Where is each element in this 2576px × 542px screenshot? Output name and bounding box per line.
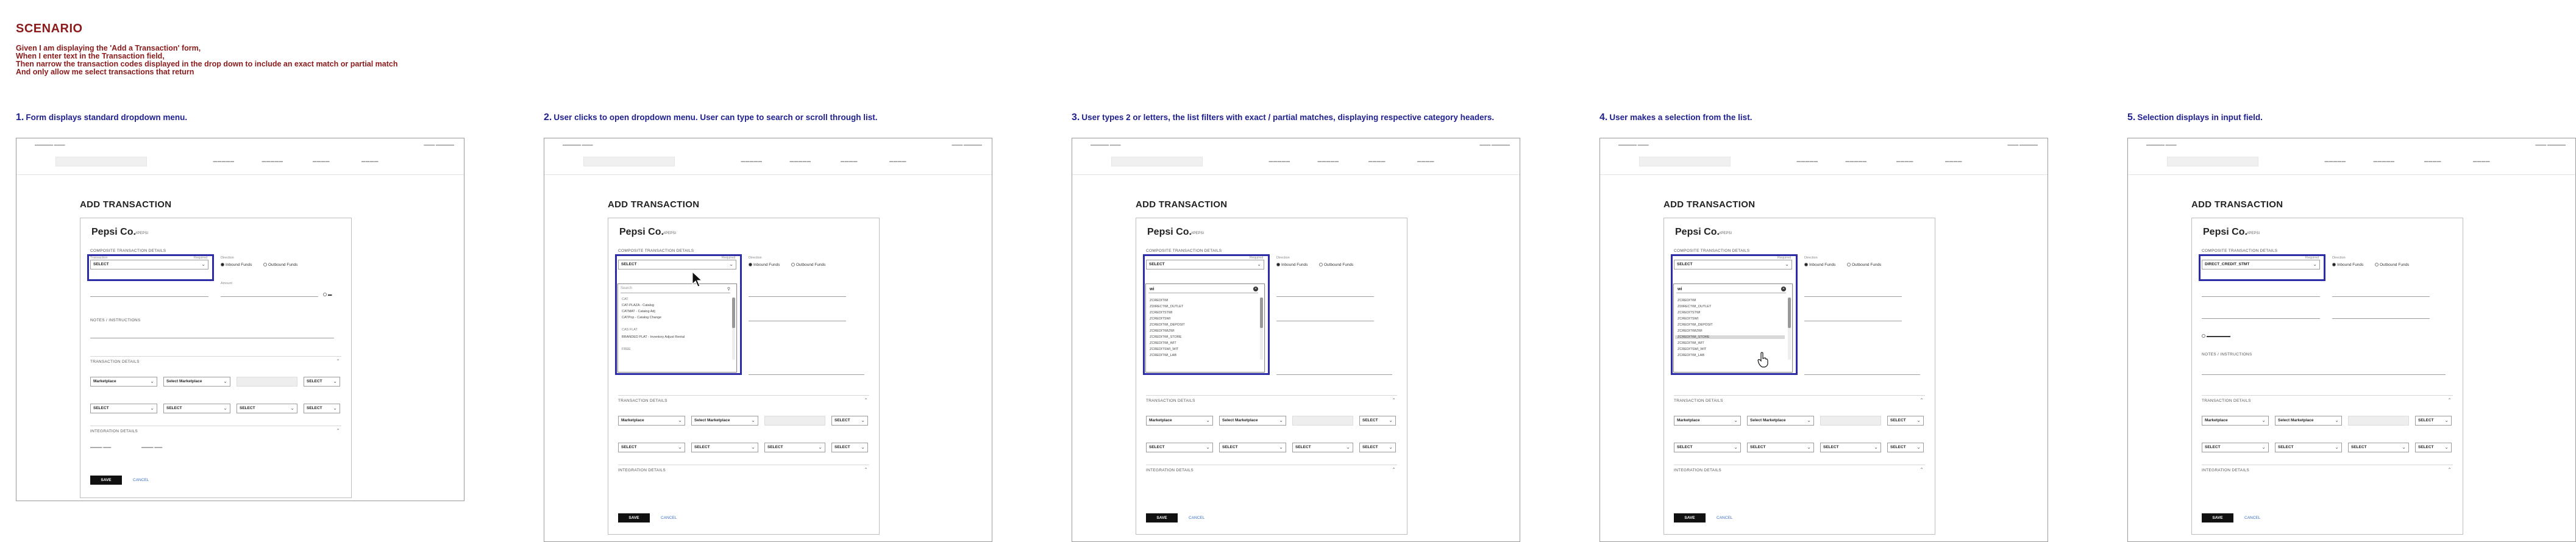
amount-input[interactable] bbox=[221, 296, 318, 297]
dropdown-option[interactable]: ZCREDITWI_DEPOSIT bbox=[1150, 323, 1185, 327]
chevron-up-icon[interactable]: ⌃ bbox=[336, 428, 340, 433]
page-title: ADD TRANSACTION bbox=[80, 199, 172, 210]
other-radio[interactable]: ▬ bbox=[323, 293, 332, 297]
section-label: INTEGRATION DETAILS bbox=[90, 429, 138, 433]
checkbox[interactable]: ▬▬▬▬▬▬ bbox=[2202, 334, 2230, 338]
text-input[interactable] bbox=[90, 296, 208, 297]
save-button[interactable]: SAVE bbox=[618, 513, 650, 522]
step-4 bbox=[1599, 112, 2051, 520]
category-header: FREE bbox=[622, 348, 631, 351]
step-title: 1. Form displays standard dropdown menu. bbox=[16, 112, 188, 123]
brand-logo: ▬▬▬▬▬ ▬▬▬ bbox=[35, 143, 65, 147]
company-name: Pepsi Co. bbox=[91, 227, 136, 237]
form-mockup bbox=[544, 138, 992, 542]
scenario-block bbox=[16, 22, 564, 76]
dropdown-search[interactable]: wi ✕ bbox=[1148, 287, 1258, 293]
step-2 bbox=[544, 112, 995, 520]
dropdown-option[interactable]: CATPop - Catalog Change bbox=[622, 316, 662, 319]
chevron-up-icon[interactable]: ⌃ bbox=[336, 358, 340, 364]
dropdown-option-selected[interactable]: ZCREDITWI_STORE bbox=[1675, 335, 1785, 339]
category-header: CAT bbox=[622, 298, 628, 301]
company-code: #PEPSI bbox=[663, 232, 677, 235]
chevron-up-icon[interactable]: ⌃ bbox=[2447, 467, 2452, 472]
cancel-link[interactable]: CANCEL bbox=[133, 478, 149, 482]
form-mockup bbox=[1599, 138, 2048, 542]
dropdown-option[interactable]: ZCREDITWIZWI bbox=[1150, 329, 1175, 333]
nav-item[interactable]: ▬▬▬▬▬ bbox=[213, 159, 235, 163]
nav-item[interactable]: ▬▬▬▬▬ bbox=[262, 159, 283, 163]
transaction-select[interactable]: SELECT ⌄ bbox=[1146, 260, 1264, 269]
save-button[interactable]: SAVE bbox=[1146, 513, 1178, 522]
search-input[interactable] bbox=[55, 157, 147, 166]
dropdown-option[interactable]: ZCREDITSWI bbox=[1150, 317, 1171, 321]
disabled-field bbox=[237, 377, 297, 387]
marketplace-select[interactable]: Marketplace ⌄ bbox=[90, 377, 157, 387]
dropdown-option[interactable]: ZCREDITSWI bbox=[1678, 317, 1699, 321]
form-mockup bbox=[16, 138, 464, 501]
cancel-link[interactable]: CANCEL bbox=[661, 516, 677, 520]
transaction-card: Pepsi Co. #PEPSI COMPOSITE TRANSACTION DETAILS Required SELECT ⌄ Direction Inbound Funds Outbound Funds TRANSACTION DETAILS ⌃ Marketplace ⌄ Select Marketplace ⌄ SELECT ⌄ SELECT ⌄ SELECT ⌄ SELECT ⌄ SELECT ⌄ INTEGRATION DETAILS ⌃ SAVE CANCEL bbox=[608, 218, 880, 535]
top-bar bbox=[16, 138, 464, 175]
chevron-up-icon[interactable]: ⌃ bbox=[1920, 398, 1924, 403]
dropdown-option[interactable]: ZCREDITWI bbox=[1678, 299, 1696, 302]
cancel-link[interactable]: CANCEL bbox=[1717, 516, 1733, 520]
dropdown-option[interactable]: ZCREDITWI_LAB bbox=[1678, 354, 1705, 357]
clear-icon[interactable]: ✕ bbox=[1254, 287, 1258, 291]
cancel-link[interactable]: CANCEL bbox=[1189, 516, 1205, 520]
step-title: 2. User clicks to open dropdown menu. User can type to search or scroll through list. bbox=[544, 112, 878, 123]
transaction-select[interactable]: DIRECT_CREDIT_STMT ⌄ bbox=[2202, 260, 2320, 269]
dropdown-option[interactable]: ZCREDITWI_WIT bbox=[1678, 341, 1704, 345]
scenario-title: SCENARIO bbox=[16, 22, 83, 35]
top-bar: ▬▬▬▬▬ ▬▬▬ ▬▬▬ ▬▬▬▬▬ ▬▬▬▬▬ ▬▬▬▬▬ ▬▬▬▬ ▬▬▬▬ bbox=[2128, 138, 2575, 175]
page-title: ADD TRANSACTION bbox=[1136, 199, 1228, 210]
save-button[interactable]: SAVE bbox=[2202, 513, 2233, 522]
top-bar: ▬▬▬▬▬ ▬▬▬ ▬▬▬ ▬▬▬▬▬ ▬▬▬▬▬ ▬▬▬▬▬ ▬▬▬▬ ▬▬▬▬ bbox=[1600, 138, 2048, 175]
clear-icon[interactable]: ✕ bbox=[1782, 287, 1785, 291]
select-field[interactable]: SELECT ⌄ bbox=[90, 404, 157, 413]
chevron-up-icon[interactable]: ⌃ bbox=[864, 467, 868, 472]
page-title: ADD TRANSACTION bbox=[1663, 199, 1756, 210]
section-label: COMPOSITE TRANSACTION DETAILS bbox=[90, 249, 166, 253]
transaction-card: Pepsi Co. #PEPSI COMPOSITE TRANSACTION DETAILS Required SELECT ⌄ Direction Inbound Funds Outbound Funds TRANSACTION DETAILS ⌃ Marketplace ⌄ Select Marketplace ⌄ SELECT ⌄ SELECT ⌄ SELECT ⌄ SELECT ⌄ SELECT ⌄ INTEGRATION DETAILS ⌃ SAVE CANCEL bbox=[1136, 218, 1407, 535]
chevron-up-icon[interactable]: ⌃ bbox=[864, 398, 868, 403]
step-title: 5. Selection displays in input field. bbox=[2127, 112, 2263, 123]
search-input[interactable] bbox=[2167, 157, 2258, 166]
field-label: Amount bbox=[221, 282, 232, 285]
section-label: TRANSACTION DETAILS bbox=[90, 360, 140, 364]
transaction-select[interactable]: SELECT ⌄ bbox=[90, 260, 208, 269]
step-title: 3. User types 2 or letters, the list filters with exact / partial matches, displaying respective category headers. bbox=[1072, 112, 1495, 123]
cancel-link[interactable]: CANCEL bbox=[2244, 516, 2261, 520]
save-button[interactable]: SAVE bbox=[1674, 513, 1706, 522]
page-title: ADD TRANSACTION bbox=[608, 199, 700, 210]
search-icon: ⚲ bbox=[727, 287, 730, 291]
chevron-down-icon: ⌄ bbox=[201, 262, 205, 267]
dropdown-option[interactable]: ZCREDITSWI_WIT bbox=[1150, 348, 1179, 351]
dropdown-option[interactable]: ZCREDITWIZWI bbox=[1678, 329, 1703, 333]
select-field[interactable]: SELECT ⌄ bbox=[163, 404, 230, 413]
transaction-select[interactable]: SELECT ⌄ bbox=[618, 260, 736, 269]
step-5 bbox=[2127, 112, 2576, 520]
integration-value: ▬▬▬ ▬▬ bbox=[141, 445, 163, 449]
page-title: ADD TRANSACTION bbox=[2191, 199, 2283, 210]
form-mockup bbox=[2127, 138, 2576, 542]
dropdown-option[interactable]: ZCREDITSTWI bbox=[1150, 311, 1173, 315]
dropdown-option[interactable]: CATMAT - Catalog Adj bbox=[622, 310, 655, 313]
integration-value: ▬▬▬ ▬▬ bbox=[90, 445, 112, 449]
chevron-up-icon[interactable]: ⌃ bbox=[1920, 467, 1924, 472]
step-1 bbox=[16, 112, 467, 482]
chevron-up-icon[interactable]: ⌃ bbox=[1392, 398, 1396, 403]
dropdown-option[interactable]: ZCREDITSTWI bbox=[1678, 311, 1701, 315]
field-label: Direction bbox=[221, 256, 234, 260]
section-label: NOTES / INSTRUCTIONS bbox=[90, 318, 141, 323]
scenario-line: Then narrow the transaction codes displayed in the drop down to include an exact match or partial match bbox=[16, 60, 398, 68]
scenario-line: And only allow me select transactions that return bbox=[16, 68, 194, 76]
search-input[interactable] bbox=[1111, 157, 1203, 166]
nav-item[interactable]: ▬▬▬▬ bbox=[313, 159, 330, 163]
top-bar: ▬▬▬▬▬ ▬▬▬ ▬▬▬ ▬▬▬▬▬ ▬▬▬▬▬ ▬▬▬▬▬ ▬▬▬▬ ▬▬▬▬ bbox=[1072, 138, 1520, 175]
search-input[interactable] bbox=[1639, 157, 1731, 166]
dropdown-option[interactable]: ZDIRECTWI_OUTLET bbox=[1150, 305, 1184, 308]
dropdown-option[interactable]: ZCREDITWI_LAB bbox=[1150, 354, 1177, 357]
transaction-card: Pepsi Co. #PEPSI COMPOSITE TRANSACTION DETAILS Required DIRECT_CREDIT_STMT ⌄ Direction Inbound Funds Outbound Funds ▬▬▬▬▬▬ NOTES / INSTRUCTIONS TRANSACTION DETAILS ⌃ Marketplace ⌄ Select Marketplace ⌄ SELECT ⌄ SELECT ⌄ SELECT ⌄ SELECT ⌄ SELECT ⌄ INTEGRATION DETAILS ⌃ SAVE CANCEL bbox=[2191, 218, 2463, 535]
dropdown-option[interactable]: ZCREDITWI_STORE bbox=[1150, 335, 1182, 339]
save-button[interactable]: SAVE bbox=[90, 476, 122, 485]
highlight-box bbox=[2199, 254, 2325, 281]
dropdown-option[interactable]: ZCREDITSWI_WIT bbox=[1678, 348, 1707, 351]
outbound-radio[interactable]: Outbound Funds bbox=[263, 263, 297, 267]
select-marketplace[interactable]: Select Marketplace ⌄ bbox=[163, 377, 230, 387]
search-input[interactable] bbox=[583, 157, 675, 166]
nav-menu bbox=[199, 159, 394, 163]
select-field[interactable]: SELECT ⌄ bbox=[304, 377, 340, 387]
company-code: #PEPSI bbox=[135, 232, 149, 235]
user-menu[interactable]: ▬▬▬ ▬▬▬▬▬ bbox=[424, 143, 454, 147]
transaction-card: Pepsi Co. #PEPSI COMPOSITE TRANSACTION DETAILS Required SELECT ⌄ Direction Inbound Funds Outbound Funds TRANSACTION DETAILS ⌃ Marketplace ⌄ Select Marketplace ⌄ SELECT ⌄ SELECT ⌄ SELECT ⌄ SELECT ⌄ SELECT ⌄ INTEGRATION DETAILS ⌃ SAVE CANCEL bbox=[1663, 218, 1935, 535]
highlight-box bbox=[615, 254, 742, 375]
dropdown-search[interactable]: Search ⚲ bbox=[621, 287, 730, 293]
scenario-line: Given I am displaying the 'Add a Transaction' form, bbox=[16, 44, 201, 52]
highlight-box bbox=[1671, 254, 1798, 375]
step-3 bbox=[1072, 112, 1523, 520]
highlight-box bbox=[1143, 254, 1270, 375]
company-name: Pepsi Co. bbox=[619, 227, 664, 237]
chevron-up-icon[interactable]: ⌃ bbox=[1392, 467, 1396, 472]
hand-cursor-icon bbox=[1757, 352, 1768, 368]
dropdown-search[interactable]: wi ✕ bbox=[1676, 287, 1786, 293]
transaction-select[interactable]: SELECT ⌄ bbox=[1674, 260, 1792, 269]
highlight-box bbox=[87, 254, 214, 281]
field-label: Transaction bbox=[90, 256, 108, 260]
inbound-radio[interactable]: Inbound Funds bbox=[221, 263, 252, 267]
required-label: Required bbox=[194, 256, 208, 260]
step-title: 4. User makes a selection from the list. bbox=[1599, 112, 1752, 123]
top-bar: ▬▬▬▬▬ ▬▬▬ ▬▬▬ ▬▬▬▬▬ ▬▬▬▬▬ ▬▬▬▬▬ ▬▬▬▬ ▬▬▬▬ bbox=[544, 138, 992, 175]
pointer-cursor-icon bbox=[692, 271, 703, 287]
dropdown-option[interactable]: ZCREDITWI_WIT bbox=[1150, 341, 1176, 345]
chevron-up-icon[interactable]: ⌃ bbox=[2447, 398, 2452, 403]
dropdown-option[interactable]: BRANDED PLAT - Inventory Adjust Rental bbox=[622, 335, 685, 339]
form-mockup bbox=[1072, 138, 1520, 542]
select-field[interactable]: SELECT ⌄ bbox=[304, 404, 340, 413]
nav-item[interactable]: ▬▬▬▬ bbox=[361, 159, 379, 163]
select-field[interactable]: SELECT ⌄ bbox=[237, 404, 297, 413]
scenario-line: When I enter text in the Transaction field, bbox=[16, 52, 165, 60]
category-header: CAS FLAT bbox=[622, 328, 638, 332]
dropdown-option[interactable]: ZDIRECTWI_OUTLET bbox=[1678, 305, 1712, 308]
dropdown-option[interactable]: ZCREDITWI bbox=[1150, 299, 1169, 302]
dropdown-option[interactable]: CAT-PLAZA - Catalog bbox=[622, 304, 655, 307]
dropdown-option[interactable]: ZCREDITWI_DEPOSIT bbox=[1678, 323, 1713, 327]
